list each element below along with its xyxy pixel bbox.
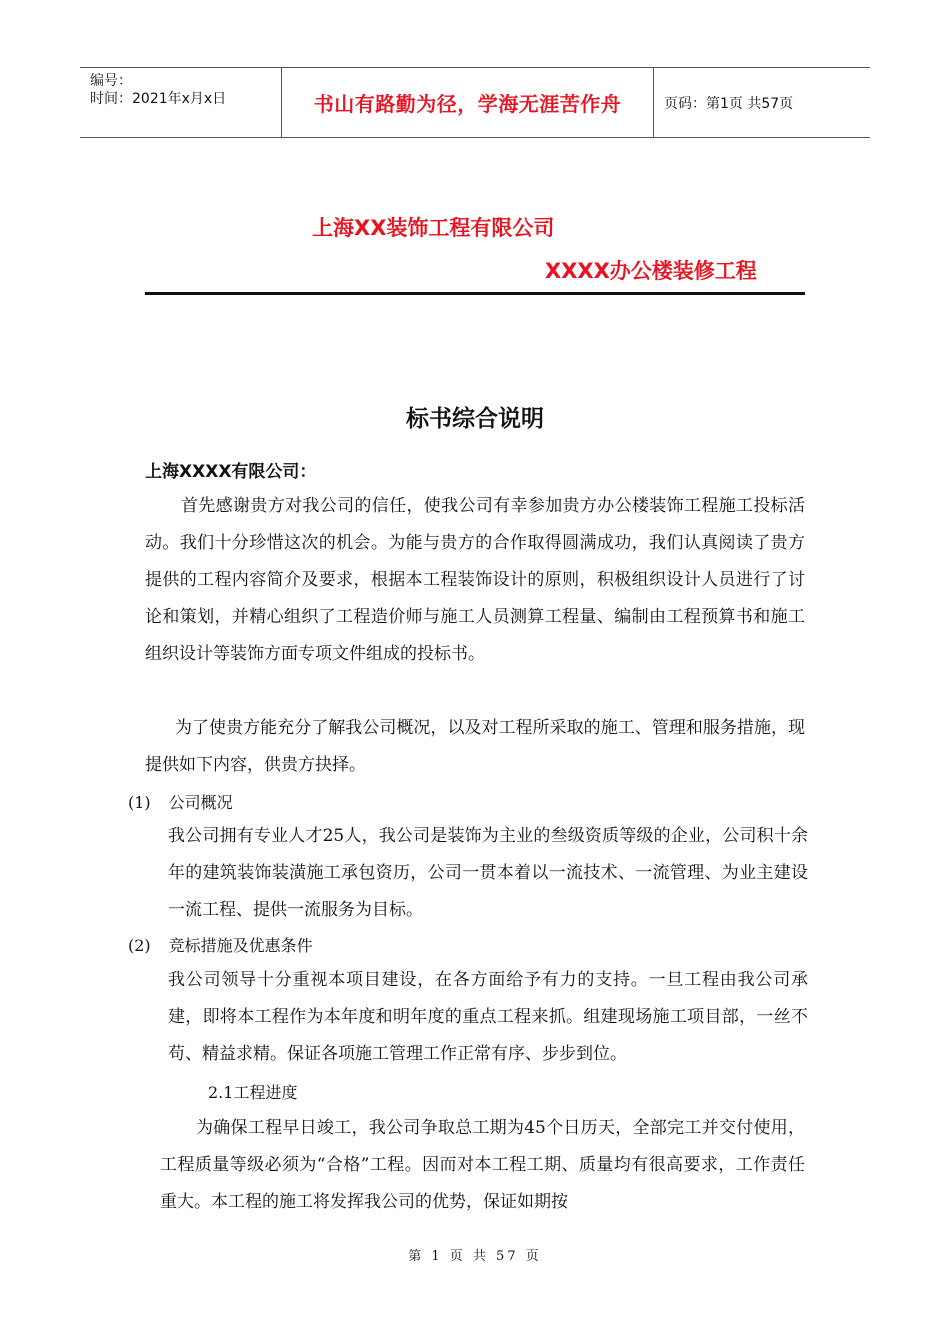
- project-name: XXXX办公楼装修工程: [545, 259, 757, 283]
- serial-label: 编号：: [90, 73, 132, 89]
- intro-paragraph: 首先感谢贵方对我公司的信任，使我公司有幸参加贵方办公楼装饰工程施工投标活动。我们十分珍惜这次的机会。为能与贵方的合作取得圆满成功，我们认真阅读了贵方提供的工程内容简介及要求，根据本工程装饰设计的原则，积极组织设计人员进行了讨论和策划，并精心组织了工程造价师与施工人员测算工程量、编制由工程预算书和施工组织设计等装饰方面专项文件组成的投标书。: [145, 496, 805, 664]
- salutation: 上海XXXX有限公司：: [145, 462, 317, 482]
- schedule-paragraph: 为确保工程早日竣工，我公司争取总工期为45个日历天，全部完工并交付使用，工程质量等级必须为“合格”工程。因而对本工程工期、质量均有很高要求，工作责任重大。本工程的施工将发挥我公司的优势，保证如期按: [160, 1118, 805, 1212]
- document-title: 标书综合说明: [406, 406, 544, 432]
- date-label: 时间：2021年x月x日: [90, 91, 227, 107]
- company-overview-paragraph: 我公司拥有专业人才25人，我公司是装饰为主业的叁级资质等级的企业，公司积十余年的建筑装饰装潢施工承包资历，公司一贯本着以一流技术、一流管理、为业主建设一流工程、提供一流服务为目标。: [168, 826, 808, 920]
- page-footer: 第 1 页 共 57 页: [408, 1249, 542, 1264]
- header-motto: 书山有路勤为径，学海无涯苦作舟: [282, 68, 654, 137]
- subsection-heading-schedule: 2.1工程进度: [208, 1083, 298, 1102]
- section-number: (1): [128, 793, 151, 812]
- second-paragraph: 为了使贵方能充分了解我公司概况，以及对工程所采取的施工、管理和服务措施，现提供如下内容，供贵方抉择。: [145, 718, 805, 775]
- section-heading-bidding-measures: [128, 932, 313, 960]
- title-divider: [145, 292, 805, 295]
- document-header: [80, 67, 870, 138]
- section-label: 竞标措施及优惠条件: [168, 936, 313, 955]
- header-meta: [80, 68, 282, 137]
- bidding-measures-paragraph: 我公司领导十分重视本项目建设，在各方面给予有力的支持。一旦工程由我公司承建，即将本工程作为本年度和明年度的重点工程来抓。组建现场施工项目部，一丝不苟、精益求精。保证各项施工管理工作正常有序、步步到位。: [168, 970, 808, 1064]
- section-heading-company-overview: [128, 789, 233, 817]
- company-name: 上海XX装饰工程有限公司: [312, 216, 555, 240]
- header-page-info: 页码：第1页 共57页: [664, 95, 794, 112]
- section-label: 公司概况: [168, 793, 233, 812]
- section-number: (2): [128, 936, 151, 955]
